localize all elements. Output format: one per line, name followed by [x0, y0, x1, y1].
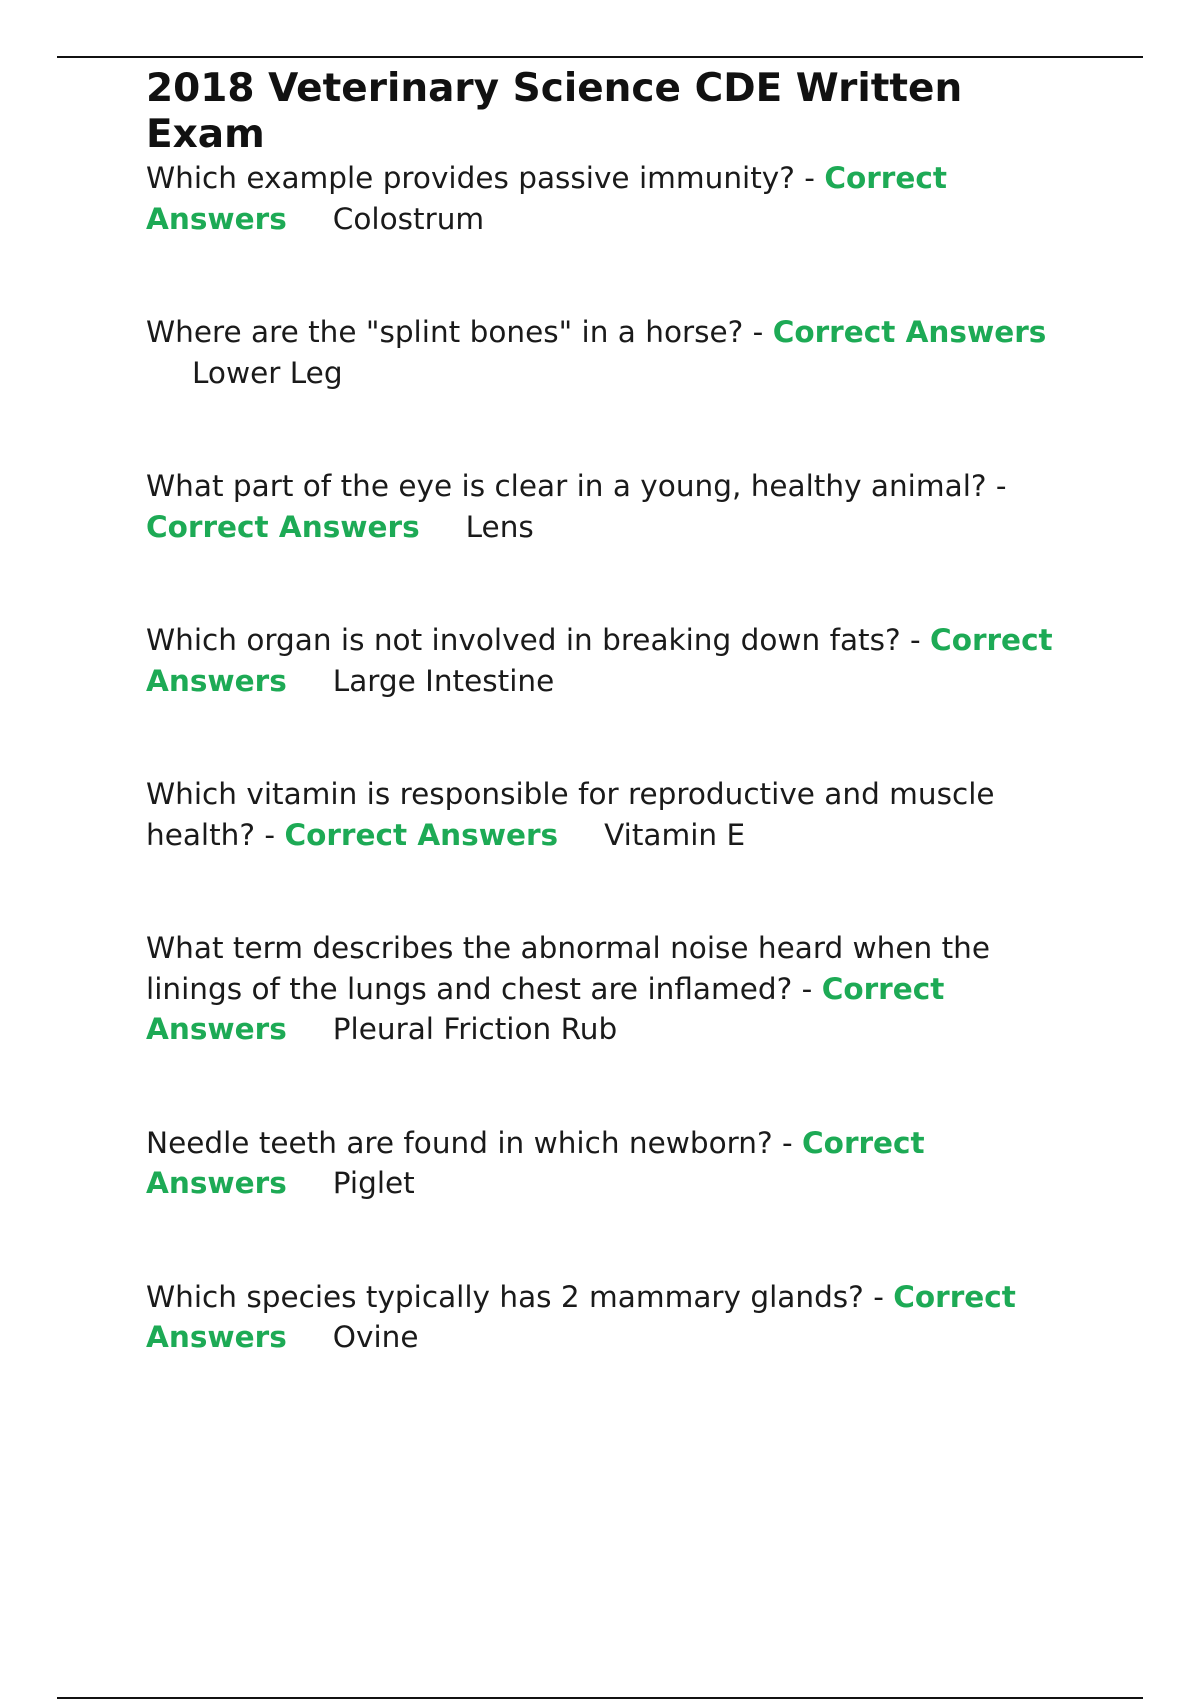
- correct-answers-label: Correct Answers: [772, 315, 1047, 349]
- correct-answers-label: Correct Answers: [146, 509, 420, 544]
- answer-text: Pleural Friction Rub: [332, 1012, 618, 1046]
- question-text: Needle teeth are found in which newborn? -: [146, 1125, 803, 1160]
- top-rule: [57, 56, 1143, 58]
- answer-text: Lower Leg: [192, 355, 343, 390]
- bottom-rule: [57, 1697, 1143, 1699]
- answer-text: Piglet: [332, 1166, 415, 1200]
- page-title: 2018 Veterinary Science CDE Written Exam: [146, 66, 963, 157]
- qa-item: [146, 1277, 1086, 1358]
- answer-text: Colostrum: [332, 201, 485, 236]
- document-body: [146, 66, 1086, 1431]
- answer-text: Lens: [465, 509, 534, 544]
- correct-answers-label: Correct Answers: [284, 817, 559, 852]
- qa-item: [146, 620, 1086, 701]
- qa-item: [146, 466, 1086, 547]
- answer-text: Vitamin E: [604, 817, 746, 852]
- answer-text: Ovine: [332, 1320, 419, 1354]
- question-text: Where are the "splint bones" in a horse? -: [146, 315, 773, 349]
- qa-item: [146, 1123, 1086, 1204]
- qa-item: [146, 158, 1086, 239]
- question-text: Which organ is not involved in breaking down fats? -: [146, 623, 931, 657]
- correct-answers-label: Correct Answers: [146, 1279, 1016, 1354]
- answer-text: Large Intestine: [332, 663, 555, 698]
- correct-answers-label: Correct Answers: [146, 971, 945, 1046]
- qa-item: [146, 928, 1086, 1050]
- qa-item: [146, 312, 1086, 393]
- question-text: Which species typically has 2 mammary glands? -: [146, 1279, 894, 1314]
- question-text: What part of the eye is clear in a young, healthy animal? -: [146, 469, 1007, 503]
- question-text: Which vitamin is responsible for reproductive and muscle health? -: [146, 777, 995, 852]
- question-text: What term describes the abnormal noise heard when the linings of the lungs and chest are inflamed? -: [146, 931, 991, 1006]
- qa-item: [146, 774, 1086, 855]
- correct-answers-label: Correct Answers: [146, 161, 947, 236]
- question-text: Which example provides passive immunity? -: [146, 161, 825, 195]
- correct-answers-label: Correct Answers: [146, 623, 1053, 698]
- correct-answers-label: Correct Answers: [146, 1125, 925, 1200]
